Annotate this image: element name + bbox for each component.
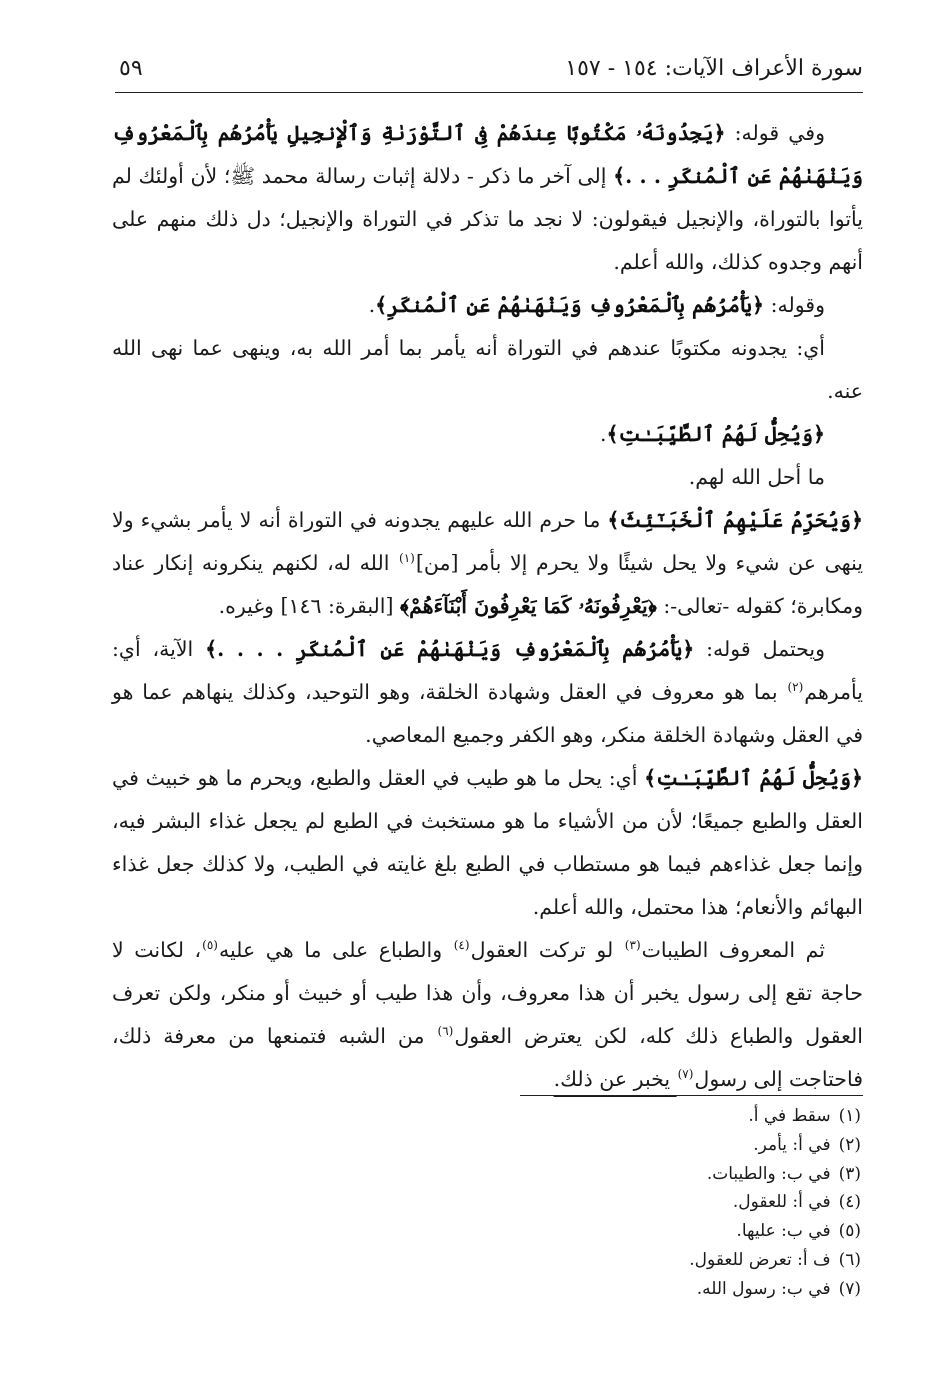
footnote-text: في ب: والطيبات. (706, 1163, 831, 1184)
text-run: . (599, 422, 607, 446)
footnote-number: (٤) (838, 1192, 861, 1213)
text-run: بما هو معروف في العقل وشهادة الخلقة، وهو التوحيد، وكذلك ينهاهم عما هو في العقل وشهادة الخلقة منكر، وهو الكفر وجميع المعاصي. (112, 680, 863, 747)
text-run: إلى آخر ما ذكر - دلالة إثبات رسالة محمد ﷺ؛ لأن أولئك لم يأتوا بالتوراة، والإنجيل فيقولون: لا نجد ما تذكر في التوراة والإنجيل؛ دل ذلك منهم على أنهم وجدوه كذلك، والله أعلم. (112, 164, 863, 274)
footnote-text: في أ: للعقول. (732, 1192, 831, 1213)
text-run: ما أحل الله لهم. (688, 465, 825, 489)
footnote-marker-5[interactable]: (٥) (202, 938, 218, 952)
text-run: ويحتمل قوله: (694, 637, 825, 661)
footnote-5 (441, 1217, 861, 1246)
footnote-number: (٧) (838, 1278, 861, 1299)
paragraph-4 (112, 413, 863, 456)
text-run: ، لكانت لا حاجة تقع إلى رسول يخبر أن هذا معروف، وأن هذا طيب أو خبيث أو منكر، ولكن تعرف العقول والطباع ذلك كله، لكن يعترض العقول (112, 938, 863, 1048)
footnote-6 (441, 1246, 861, 1275)
text-run: أي: يحل ما هو طيب في العقل والطبع، ويحرم ما هو خبيث في العقل والطبع جميعًا؛ لأن من الأشياء ما هو مستخبث في الطبع لم يجعل غذاء البشر فيه، وإنما جعل غذاءهم فيما هو مستطاب في الطبع بلغ غايته في الطيب، ولا كذلك جعل غذاء البهائم والأنعام؛ هذا محتمل، والله أعلم. (112, 766, 863, 919)
text-run: . (368, 293, 376, 317)
paragraph-9 (112, 929, 863, 1101)
text-run: من الشبه فتمنعها من معرفة ذلك، فاحتاجت إلى رسول (112, 1024, 863, 1091)
footnote-text: في ب: رسول الله. (696, 1278, 831, 1299)
footnote-marker-3[interactable]: (٣) (624, 938, 641, 952)
footnote-text: في ب: عليها. (736, 1221, 831, 1242)
footnote-number: (٣) (838, 1163, 861, 1184)
paragraph-6 (112, 499, 863, 628)
paragraph-2 (112, 284, 863, 327)
footnote-marker-7[interactable]: (٧) (677, 1067, 694, 1081)
footnote-2 (441, 1131, 861, 1160)
footnote-marker-2[interactable]: (٢) (787, 680, 804, 694)
text-run: وقوله: (764, 293, 825, 317)
footnote-marker-6[interactable]: (٦) (437, 1024, 454, 1038)
footnote-3 (441, 1160, 861, 1189)
paragraph-7 (112, 628, 863, 757)
quran-quote: ﴿يَعْرِفُونَهُۥ كَمَا يَعْرِفُونَ أَبْنَآءَهُمْ﴾ (400, 594, 657, 618)
footnote-4 (441, 1188, 861, 1217)
text-run: وفي قوله: (725, 121, 825, 145)
footnote-7 (441, 1275, 861, 1304)
main-text (112, 112, 863, 1101)
footnote-marker-4[interactable]: (٤) (453, 938, 470, 952)
footnote-separator (520, 1095, 863, 1096)
text-run: أي: يجدونه مكتوبًا عندهم في التوراة أنه يأمر بما أمر الله به، وينهى عما نهى الله عنه. (112, 336, 863, 403)
paragraph-1 (112, 112, 863, 284)
footnote-number: (١) (838, 1106, 861, 1126)
paragraph-8 (112, 757, 863, 929)
quran-quote: ﴿وَيُحَرِّمُ عَلَيْهِمُ ٱلْخَبَـٰٓئِثَ﴾ (607, 508, 863, 532)
footnote-number: (٦) (838, 1249, 861, 1270)
text-run: ما حرم الله عليهم يجدونه في التوراة أنه لا يأمر بشيء ولا ينهى عن شيء ولا يحل شيئًا ولا يحرم إلا بأمر [من] (112, 508, 863, 575)
quran-quote: ﴿يَجِدُونَهُۥ مَكْتُوبًا عِندَهُمْ فِى ٱلتَّوْرَىٰةِ وَٱلْإِنجِيلِ يَأْمُرُهُم بِٱلْمَعْرُوفِ وَيَنْهَىٰهُمْ عَنِ ٱلْمُنكَرِ . . .﴾ (112, 121, 863, 188)
text-run: [البقرة: ١٤٦] وغيره. (218, 594, 400, 618)
running-title: سورة الأعراف الآيات: ١٥٤ - ١٥٧ (565, 56, 863, 81)
text-run: يخبر عن ذلك. (553, 1067, 677, 1091)
paragraph-3 (112, 327, 863, 413)
footnote-number: (٢) (838, 1134, 861, 1155)
text-run: ثم المعروف الطيبات (641, 938, 825, 962)
text-run: والطباع على ما هي عليه (218, 938, 453, 962)
quran-quote: ﴿يَأْمُرُهُم بِٱلْمَعْرُوفِ وَيَنْهَىٰهُمْ عَنِ ٱلْمُنكَرِ﴾ (375, 293, 765, 317)
footnote-number: (٥) (838, 1221, 861, 1242)
text-run: الله له، لكنهم ينكرونه إنكار عناد ومكابرة؛ كقوله -تعالى-: (112, 551, 863, 618)
running-header (115, 52, 863, 93)
paragraph-5 (112, 456, 863, 499)
text-run: الآية، أي: يأمرهم (112, 637, 863, 704)
footnote-text: ف أ: تعرض للعقول. (689, 1249, 831, 1270)
footnote-text: سقط في أ. (748, 1106, 831, 1126)
quran-quote: ﴿وَيُحِلُّ لَهُمُ ٱلطَّيِّبَـٰتِ﴾ (644, 766, 863, 790)
text-run: لو تركت العقول (470, 938, 624, 962)
footnote-text: في أ: يأمر. (753, 1134, 831, 1155)
footnote-1 (441, 1102, 861, 1131)
footnote-marker-1[interactable]: (١) (399, 551, 415, 565)
page-number: ٥٩ (119, 56, 143, 81)
quran-quote: ﴿وَيُحِلُّ لَهُمُ ٱلطَّيِّبَـٰتِ﴾ (606, 422, 825, 446)
footnotes (441, 1102, 861, 1304)
quran-quote: ﴿يَأْمُرُهُم بِٱلْمَعْرُوفِ وَيَنْهَىٰهُمْ عَنِ ٱلْمُنكَرِ . . . .﴾ (205, 637, 695, 661)
